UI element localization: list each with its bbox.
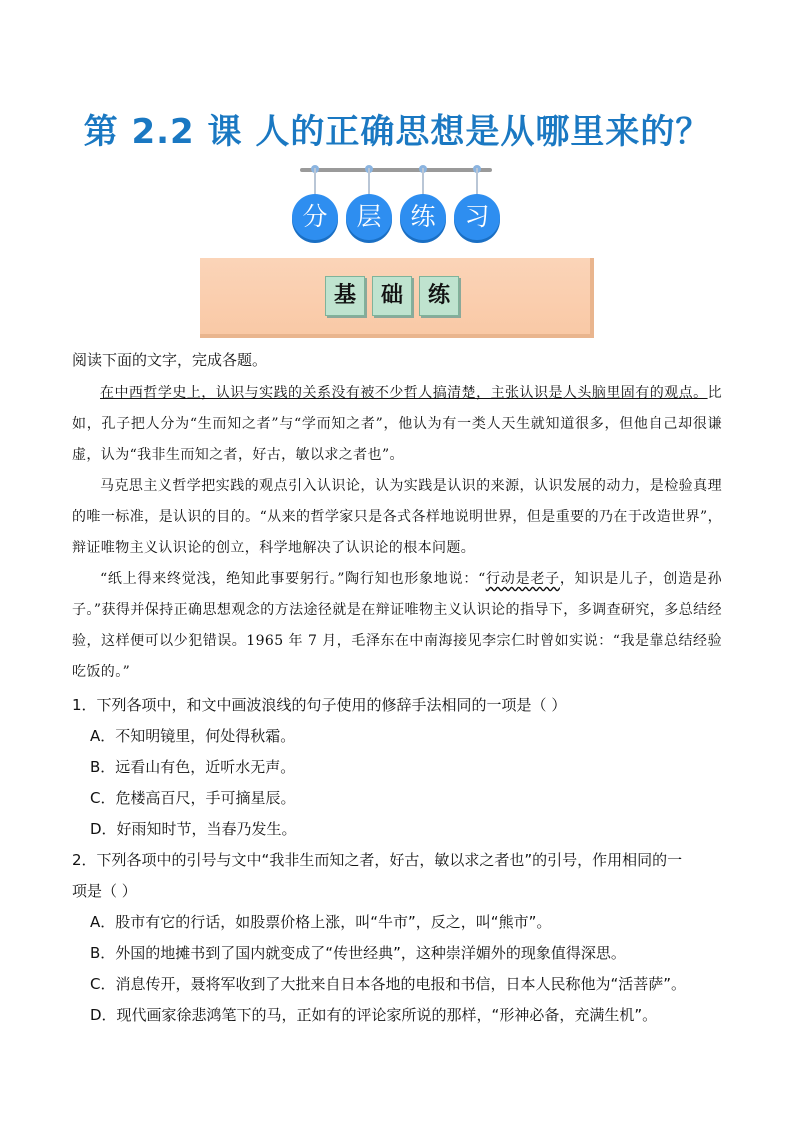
badge-char: 层	[346, 194, 392, 240]
page-title: 第 2.2 课 人的正确思想是从哪里来的？	[83, 112, 711, 152]
question-stem: 1．下列各项中，和文中画波浪线的句子使用的修辞手法相同的一项是（ ）	[72, 696, 567, 714]
option-a: A．不知明镜里，何处得秋霜。	[90, 727, 296, 745]
option-c: C．消息传开，聂将军收到了大批来自日本各地的电报和书信，日本人民称他为“活菩萨”。	[90, 975, 687, 993]
reading-instruction: 阅读下面的文字，完成各题。	[72, 351, 268, 369]
passage-paragraph	[72, 378, 722, 471]
passage-text: ，知识是儿子，创造是孙子。”获得并保持正确思想观念的方法途径就是在辩证唯物主义认识论的指导下，多调查研究，多总结经验，这样便可以少犯错误。1965 年 7 月，毛泽东在中南海接见李宗仁时曾如实说：“我是靠总结经验吃饭的。”	[72, 571, 723, 680]
question-2	[72, 845, 732, 1031]
section-char: 基	[325, 276, 365, 316]
option-b: B．外国的地摊书到了国内就变成了“传世经典”，这种崇洋媚外的现象值得深思。	[90, 944, 626, 962]
option-b: B．远看山有色，近听水无声。	[90, 758, 296, 776]
section-char: 练	[419, 276, 459, 316]
underlined-sentence: 在中西哲学史上，认识与实践的关系没有被不少哲人搞清楚，主张认识是人头脑里固有的观点。	[100, 385, 708, 401]
badge-char: 分	[292, 194, 338, 240]
reading-passage	[72, 378, 722, 688]
badge-rail	[300, 168, 492, 172]
passage-paragraph	[72, 564, 722, 688]
question-stem-cont: 项是（ ）	[72, 882, 137, 900]
question-stem: 2．下列各项中的引号与文中“我非生而知之者，好古，敏以求之者也”的引号，作用相同的一	[72, 851, 683, 869]
wavy-underlined-phrase: 行动是老子	[485, 571, 560, 587]
badge-char: 练	[400, 194, 446, 240]
passage-text: 比如，孔子把人分为“生而知之者”与“学而知之者”，他认为有一类人天生就知道很多，但他自己却很谦虚，认为“我非生而知之者，好古，敏以求之者也”。	[72, 385, 722, 463]
option-d: D．现代画家徐悲鸿笔下的马，正如有的评论家所说的那样，“形神必备，充满生机”。	[90, 1006, 658, 1024]
option-a: A．股市有它的行话，如股票价格上涨，叫“牛市”，反之，叫“熊市”。	[90, 913, 552, 931]
passage-text: “纸上得来终觉浅，绝知此事要躬行。”陶行知也形象地说：“	[100, 571, 486, 587]
passage-paragraph: 马克思主义哲学把实践的观点引入认识论，认为实践是认识的来源，认识发展的动力，是检验真理的唯一标准，是认识的目的。“从来的哲学家只是各式各样地说明世界，但是重要的乃在于改造世界”，辩证唯物主义认识论的创立，科学地解决了认识论的根本问题。	[72, 478, 722, 556]
option-d: D．好雨知时节，当春乃发生。	[90, 820, 297, 838]
section-char: 础	[372, 276, 412, 316]
option-c: C．危楼高百尺，手可摘星辰。	[90, 789, 296, 807]
question-1	[72, 690, 732, 845]
badge-char: 习	[454, 194, 500, 240]
